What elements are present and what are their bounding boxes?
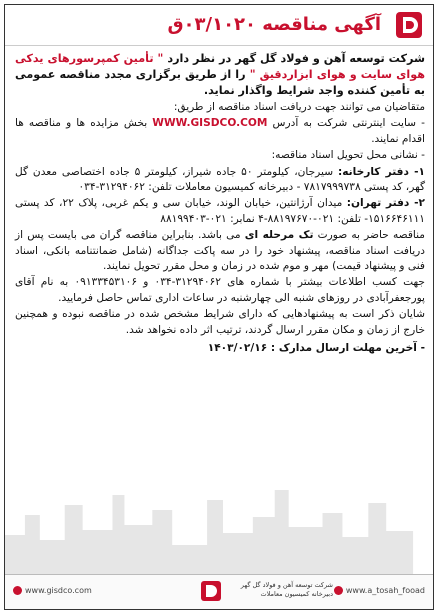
intro-paragraph	[15, 51, 425, 99]
tender-ad-frame	[4, 4, 434, 610]
city-skyline-watermark-icon	[5, 455, 433, 575]
instagram-icon	[334, 586, 343, 595]
footer-social[interactable]	[334, 586, 425, 595]
tehran-office	[15, 196, 425, 227]
contact-paragraph: جهت کسب اطلاعات بیشتر با شماره های ۳۱۲۹۴۰۶۲-۰۳۴ و ۰۹۱۳۳۴۵۳۱۰۶ به نام آقای پورجعفرآبادی در روزهای شنبه الی چهارشنبه در ساعات اداری تماس حاصل فرمایید.	[15, 276, 425, 304]
ad-footer	[5, 574, 433, 609]
globe-icon	[13, 586, 22, 595]
website-prefix: - سایت اینترنتی شرکت به آدرس	[267, 117, 425, 130]
footer-company-dept: دبیرخانه کمیسیون معاملات	[260, 590, 333, 598]
tehran-label: ۲- دفتر تهران:	[346, 197, 425, 210]
disclaimer-paragraph: شایان ذکر است به پیشنهادهایی که دارای شرایط مشخص شده در مناقصه نبوده و همچنین خارج از زمان و مکان مقرر ارسال گردند، ترتیب اثر داده نخواهد شد.	[15, 308, 425, 336]
stage-text-1: مناقصه حاضر به صورت	[313, 229, 425, 242]
company-logo-icon	[395, 11, 423, 39]
intro-text-1: شرکت توسعه آهن و فولاد گل گهر در نظر دارد	[163, 52, 425, 65]
factory-office	[15, 165, 425, 196]
docs-lead: متقاضیان می توانند جهت دریافت اسناد مناقصه از طریق:	[173, 101, 425, 113]
website-link[interactable]: WWW.GISDCO.COM	[152, 117, 268, 130]
footer-social-text: www.a_tosah_fooad	[345, 586, 425, 595]
footer-logo-icon	[201, 581, 221, 601]
footer-company-name: شرکت توسعه آهن و فولاد گل گهر	[240, 581, 333, 589]
intro-subject: " تأمین کمپرسورهای یدکی هوای سایت و هوای ابزاردقیق "	[15, 52, 425, 81]
delivery-lead: - نشانی محل تحویل اسناد مناقصه:	[271, 149, 425, 162]
footer-company	[223, 581, 333, 599]
intro-text-2: را از طریق برگزاری مجدد مناقصه عمومی به تأمین کننده واجد شرایط واگذار نماید.	[15, 68, 425, 97]
stage-type: تک مرحله ای	[244, 229, 314, 242]
stage-text-2: می باشد. بنابراین مناقصه گران می بایست پس از دریافت اسناد مناقصه، پیشنهاد خود را در سه پاکت جداگانه (شامل ضمانتنامه بانکی، اسناد فنی و پیشنهاد قیمت) مهر و موم شده در زمان و محل مقرر تحویل نمایند.	[15, 229, 425, 273]
tehran-address: میدان آرژانتین، خیابان الوند، خیابان سی و یکم غربی، پلاک ۲۲، کد پستی ۱۵۱۶۶۴۶۱۱۱- تلفن: ۰۲۱-۸۸۱۹۷۶۷۰-۴ نمابر: ۰۲۱-۸۸۱۹۹۴۰۳	[15, 197, 425, 225]
factory-label: ۱- دفتر کارخانه:	[337, 165, 425, 178]
footer-website[interactable]	[13, 586, 92, 595]
footer-website-text: www.gisdco.com	[25, 586, 92, 595]
ad-title: آگهی مناقصه ۰۳/۱۰۲۰ق	[167, 14, 381, 35]
ad-body	[15, 51, 425, 358]
single-stage-paragraph	[15, 228, 425, 274]
factory-address: سیرجان، کیلومتر ۵۰ جاده شیراز، کیلومتر ۵ جاده اختصاصی معدن گل گهر، کد پستی ۷۸۱۷۹۹۹۷۳۸ - دبیرخانه کمیسیون معاملات تلفن: ۳۱۲۹۴۰۶۲-۰۳۴	[15, 165, 425, 194]
ad-header	[5, 5, 433, 46]
deadline-line: - آخرین مهلت ارسال مدارک : ۱۴۰۳/۰۲/۱۶	[207, 342, 425, 355]
website-suffix: بخش مزایده ها و مناقصه ها اقدام نمایند.	[15, 117, 425, 145]
docs-website-line	[15, 116, 425, 147]
